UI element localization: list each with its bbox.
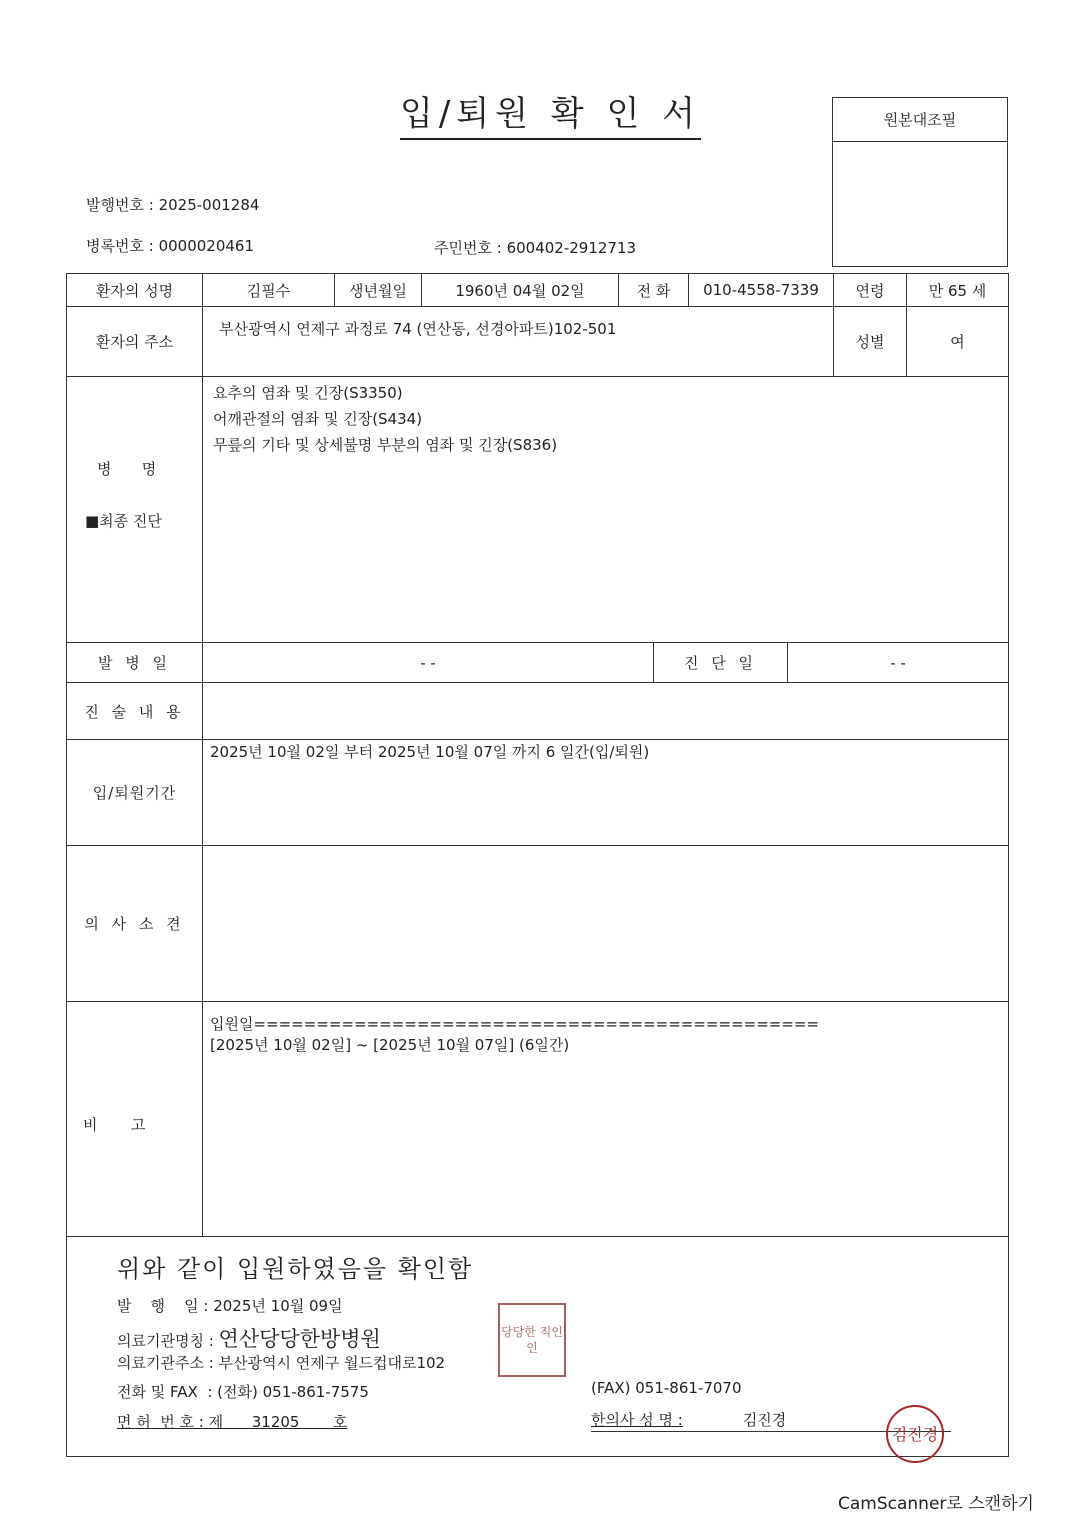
remarks-label: 비 고 [83,1116,146,1134]
doctor-name [591,1409,786,1430]
diagnosis-date-value: - - [890,653,906,672]
issue-number-value: 2025-001284 [158,196,260,214]
license-label: 면 허 번 호 : [117,1413,204,1431]
institution-address [117,1352,445,1373]
patient-name-label: 환자의 성명 [95,281,174,300]
period-value: 2025년 10월 02일 부터 2025년 10월 07일 까지 6 일간(입/퇴원) [210,743,650,761]
resident-number-value: 600402-2912713 [506,239,637,257]
address-label: 환자의 주소 [95,333,174,351]
diagnosis-label: 병 명 [97,460,161,478]
document-title: 입/퇴원 확 인 서 [400,92,701,140]
license-value: 제 31205 호 [208,1413,348,1431]
doctor-seal: 김진경 [886,1405,944,1463]
registration-number-label: 병록번호 : [86,237,154,255]
registration-number [86,235,254,256]
opinion-label: 의 사 소 견 [84,915,185,933]
phone-fax [117,1381,369,1402]
issue-date-label: 발 행 일 : [117,1297,209,1315]
birth-date: 1960년 04월 02일 [455,281,585,300]
phone-label: 전 화 [636,281,671,300]
original-verification-box [832,97,1008,267]
diagnosis-line: 요추의 염좌 및 긴장(S3350) [213,384,403,402]
registration-number-value: 0000020461 [158,237,255,255]
original-verification-label: 원본대조필 [833,98,1007,142]
issue-date-value: 2025년 10월 09일 [213,1297,343,1315]
age-label: 연령 [855,281,885,300]
confirmation-text: 위와 같이 입원하였음을 확인함 [117,1255,474,1283]
tel-value: (전화) 051-861-7575 [217,1383,369,1401]
issue-date [117,1295,343,1316]
form-table [66,273,1009,1457]
inst-address-label: 의료기관주소 : [117,1354,214,1372]
phone-number: 010-4558-7339 [703,281,819,299]
patient-name: 김필수 [246,281,291,300]
resident-number-label: 주민번호 : [434,239,502,257]
tel-label: 전화 및 FAX : [117,1383,213,1401]
fax-value: (FAX) 051-861-7070 [591,1379,742,1397]
sex-label: 성별 [855,333,885,351]
onset-value: - - [420,653,436,672]
patient-address: 부산광역시 연제구 과정로 74 (연산동, 선경아파트)102-501 [219,320,617,338]
doctor-value: 김진경 [742,1411,787,1429]
period-label: 입/퇴원기간 [92,784,177,802]
issue-number-label: 발행번호 : [86,196,154,214]
diagnosis-line: 어깨관절의 염좌 및 긴장(S434) [213,410,423,428]
birth-label: 생년월일 [349,281,407,300]
institution-value: 연산당당한방병원 [218,1327,381,1351]
remarks-line: [2025년 10월 02일] ~ [2025년 10월 07일] (6일간) [210,1036,570,1054]
sex-value: 여 [950,333,965,351]
final-diagnosis-label: ■최종 진단 [85,512,162,530]
camscanner-watermark: CamScanner로 스캔하기 [838,1494,1034,1514]
diagnosis-date-label: 진 단 일 [683,654,757,672]
age-value: 만 65 세 [928,281,987,300]
doctor-label: 한의사 성 명 : [591,1411,683,1429]
license-number [117,1411,347,1432]
inst-address-value: 부산광역시 연제구 월드컵대로102 [218,1354,446,1372]
hospital-seal: 당당한 직인 인 [498,1303,566,1377]
remarks-line: 입원일============================================= [210,1015,820,1033]
issue-number [86,194,259,215]
diagnosis-line: 무릎의 기타 및 상세불명 부분의 염좌 및 긴장(S836) [213,436,558,454]
statement-label: 진 술 내 용 [84,702,185,721]
resident-number [434,237,636,258]
onset-label: 발 병 일 [97,654,171,672]
institution-name [117,1323,381,1353]
institution-label: 의료기관명칭 : [117,1332,214,1350]
